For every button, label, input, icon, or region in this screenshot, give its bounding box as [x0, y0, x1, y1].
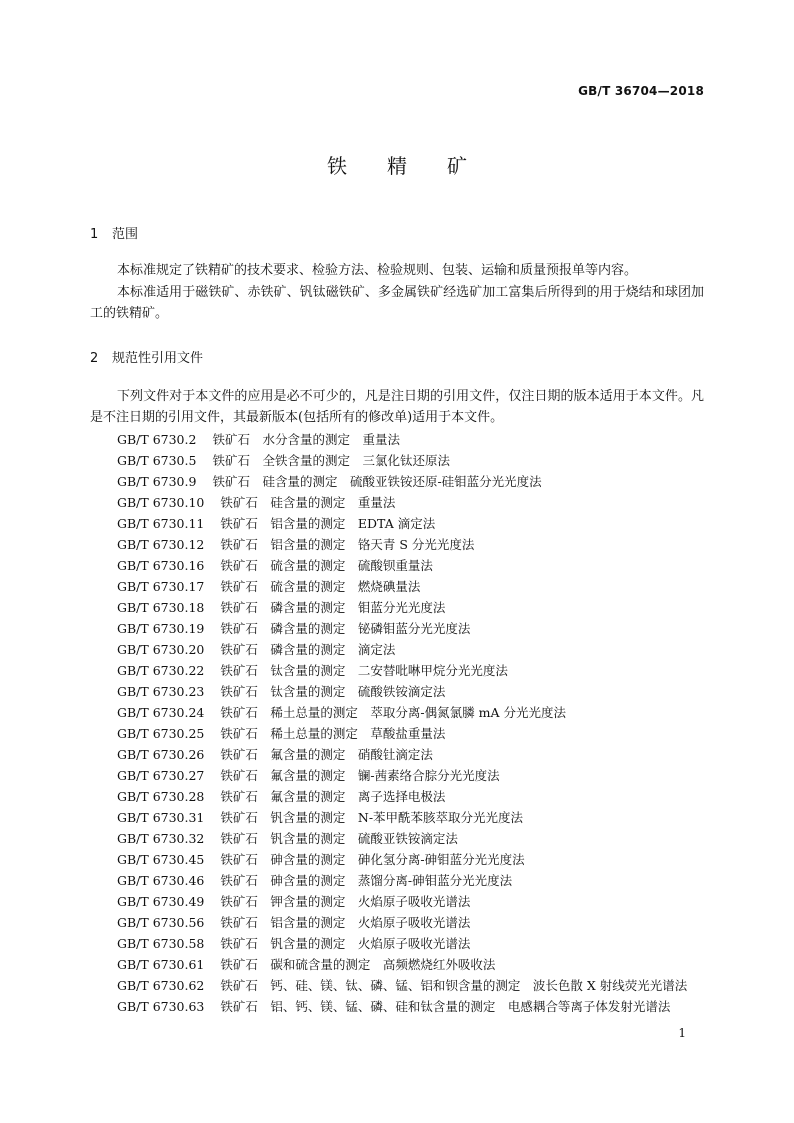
- reference-code: GB/T 6730.16: [117, 558, 205, 573]
- reference-title: 铁矿石 铝含量的测定 EDTA 滴定法: [220, 516, 436, 531]
- reference-code: GB/T 6730.56: [117, 915, 205, 930]
- reference-code: GB/T 6730.49: [117, 894, 205, 909]
- reference-item: [117, 555, 687, 576]
- reference-item: [117, 681, 687, 702]
- reference-item: [117, 597, 687, 618]
- reference-title: 铁矿石 铝含量的测定 火焰原子吸收光谱法: [220, 915, 471, 930]
- reference-code: GB/T 6730.62: [117, 978, 205, 993]
- reference-title: 铁矿石 钙、硅、镁、钛、磷、锰、铝和钡含量的测定 波长色散 X 射线荧光光谱法: [220, 978, 688, 993]
- reference-title: 铁矿石 砷含量的测定 砷化氢分离-砷钼蓝分光光度法: [220, 852, 525, 867]
- reference-item: [117, 996, 687, 1017]
- reference-item: [117, 429, 687, 450]
- reference-title: 铁矿石 磷含量的测定 铋磷钼蓝分光光度法: [220, 621, 471, 636]
- reference-code: GB/T 6730.26: [117, 747, 205, 762]
- reference-item: [117, 975, 687, 996]
- reference-title: 铁矿石 碳和硫含量的测定 高频燃烧红外吸收法: [220, 957, 496, 972]
- reference-title: 铁矿石 磷含量的测定 滴定法: [220, 642, 396, 657]
- standard-code: GB/T 36704—2018: [578, 84, 704, 98]
- references-intro-paragraph: 下列文件对于本文件的应用是必不可少的，凡是注日期的引用文件，仅注日期的版本适用于本文件。凡是不注日期的引用文件，其最新版本(包括所有的修改单)适用于本文件。: [90, 389, 704, 425]
- reference-code: GB/T 6730.24: [117, 705, 205, 720]
- reference-item: [117, 618, 687, 639]
- reference-item: [117, 786, 687, 807]
- reference-item: [117, 576, 687, 597]
- reference-item: [117, 891, 687, 912]
- reference-item: [117, 513, 687, 534]
- reference-code: GB/T 6730.19: [117, 621, 205, 636]
- section-heading-normative-references: [90, 347, 203, 366]
- reference-code: GB/T 6730.25: [117, 726, 205, 741]
- reference-title: 铁矿石 砷含量的测定 蒸馏分离-砷钼蓝分光光度法: [220, 873, 513, 888]
- reference-item: [117, 828, 687, 849]
- reference-title: 铁矿石 钾含量的测定 火焰原子吸收光谱法: [220, 894, 471, 909]
- reference-code: GB/T 6730.10: [117, 495, 205, 510]
- reference-item: [117, 765, 687, 786]
- reference-title: 铁矿石 硅含量的测定 重量法: [220, 495, 396, 510]
- reference-title: 铁矿石 铝含量的测定 铬天青 S 分光光度法: [220, 537, 475, 552]
- reference-code: GB/T 6730.11: [117, 516, 205, 531]
- reference-item: [117, 723, 687, 744]
- scope-paragraph-2: 本标准适用于磁铁矿、赤铁矿、钒钛磁铁矿、多金属铁矿经选矿加工富集后所得到的用于烧结和球团加工的铁精矿。: [90, 285, 704, 321]
- reference-code: GB/T 6730.45: [117, 852, 205, 867]
- reference-code: GB/T 6730.31: [117, 810, 205, 825]
- reference-title: 铁矿石 全铁含量的测定 三氯化钛还原法: [212, 453, 450, 468]
- reference-code: GB/T 6730.22: [117, 663, 205, 678]
- reference-title: 铁矿石 硫含量的测定 硫酸钡重量法: [220, 558, 433, 573]
- reference-title: 铁矿石 氟含量的测定 离子选择电极法: [220, 789, 446, 804]
- reference-item: [117, 639, 687, 660]
- reference-title: 铁矿石 氟含量的测定 硝酸钍滴定法: [220, 747, 433, 762]
- reference-code: GB/T 6730.63: [117, 999, 205, 1014]
- section-title: 规范性引用文件: [112, 351, 204, 366]
- reference-code: GB/T 6730.2: [117, 432, 197, 447]
- reference-item: [117, 807, 687, 828]
- reference-title: 铁矿石 硅含量的测定 硫酸亚铁铵还原-硅钼蓝分光光度法: [212, 474, 542, 489]
- section-title: 范围: [112, 227, 139, 242]
- section-number: 1: [90, 227, 99, 242]
- reference-item: [117, 534, 687, 555]
- reference-item: [117, 870, 687, 891]
- section-heading-scope: [90, 223, 138, 242]
- reference-item: [117, 912, 687, 933]
- reference-code: GB/T 6730.46: [117, 873, 205, 888]
- reference-code: GB/T 6730.5: [117, 453, 197, 468]
- reference-code: GB/T 6730.61: [117, 957, 205, 972]
- reference-title: 铁矿石 氟含量的测定 镧-茜素络合腙分光光度法: [220, 768, 500, 783]
- reference-code: GB/T 6730.18: [117, 600, 205, 615]
- reference-code: GB/T 6730.58: [117, 936, 205, 951]
- reference-list: [117, 429, 687, 1017]
- reference-title: 铁矿石 水分含量的测定 重量法: [212, 432, 400, 447]
- page-number: 1: [678, 1026, 686, 1040]
- reference-item: [117, 744, 687, 765]
- reference-title: 铁矿石 铝、钙、镁、锰、磷、硅和钛含量的测定 电感耦合等离子体发射光谱法: [220, 999, 671, 1014]
- reference-item: [117, 849, 687, 870]
- reference-title: 铁矿石 钛含量的测定 硫酸铁铵滴定法: [220, 684, 446, 699]
- scope-paragraph-1: 本标准规定了铁精矿的技术要求、检验方法、检验规则、包装、运输和质量预报单等内容。: [117, 263, 638, 278]
- reference-code: GB/T 6730.23: [117, 684, 205, 699]
- reference-item: [117, 660, 687, 681]
- reference-code: GB/T 6730.20: [117, 642, 205, 657]
- section-number: 2: [90, 351, 99, 366]
- reference-title: 铁矿石 硫含量的测定 燃烧碘量法: [220, 579, 421, 594]
- reference-code: GB/T 6730.17: [117, 579, 205, 594]
- document-title: 铁精矿: [327, 154, 507, 178]
- reference-item: [117, 450, 687, 471]
- reference-item: [117, 933, 687, 954]
- reference-title: 铁矿石 钒含量的测定 火焰原子吸收光谱法: [220, 936, 471, 951]
- reference-code: GB/T 6730.9: [117, 474, 197, 489]
- reference-item: [117, 702, 687, 723]
- reference-code: GB/T 6730.32: [117, 831, 205, 846]
- reference-title: 铁矿石 磷含量的测定 钼蓝分光光度法: [220, 600, 446, 615]
- reference-item: [117, 492, 687, 513]
- reference-code: GB/T 6730.12: [117, 537, 205, 552]
- reference-title: 铁矿石 稀土总量的测定 萃取分离-偶氮氯膦 mA 分光光度法: [220, 705, 566, 720]
- reference-title: 铁矿石 钒含量的测定 N-苯甲酰苯胲萃取分光光度法: [220, 810, 524, 825]
- reference-item: [117, 954, 687, 975]
- reference-title: 铁矿石 稀土总量的测定 草酸盐重量法: [220, 726, 446, 741]
- reference-title: 铁矿石 钛含量的测定 二安替吡啉甲烷分光光度法: [220, 663, 508, 678]
- reference-title: 铁矿石 钒含量的测定 硫酸亚铁铵滴定法: [220, 831, 458, 846]
- reference-code: GB/T 6730.28: [117, 789, 205, 804]
- reference-code: GB/T 6730.27: [117, 768, 205, 783]
- reference-item: [117, 471, 687, 492]
